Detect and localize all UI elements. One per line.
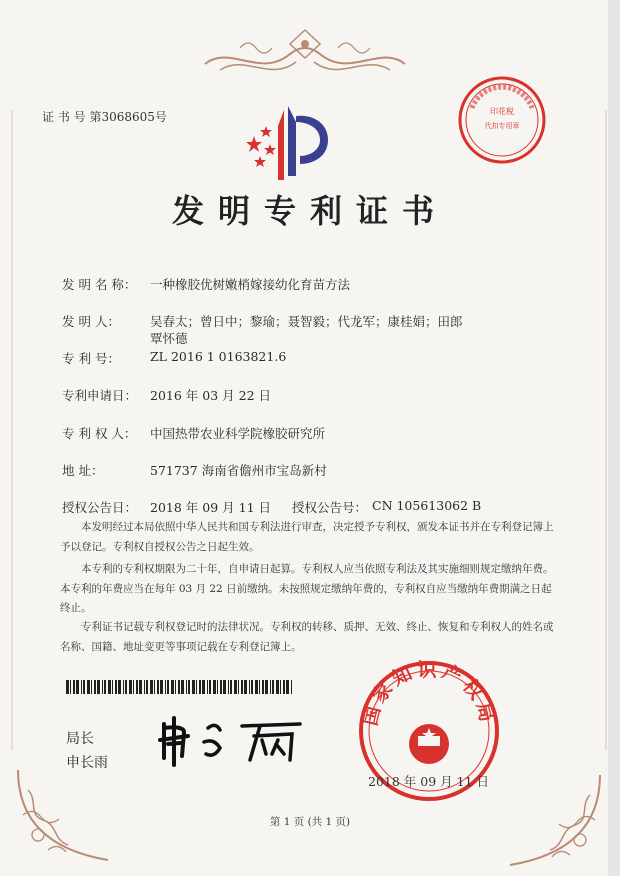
body-paragraph-1: 本发明经过本局依照中华人民共和国专利法进行审查，决定授予专利权，颁发本证书并在专利登记簿上予以登记。专利权自授权公告之日起生效。 (60, 521, 554, 553)
barcode-bar (104, 680, 106, 694)
barcode-bar (234, 680, 237, 694)
barcode-bar (136, 680, 138, 694)
barcode-bar (178, 680, 180, 694)
patent-office-logo-icon (244, 96, 344, 186)
seal-date: 2018 年 09 月 11 日 (368, 774, 489, 789)
svg-text:代扣专用章: 代扣专用章 (484, 122, 520, 130)
barcode-bar (160, 680, 163, 694)
patent-number-label: 专 利 号： (62, 351, 120, 366)
barcode-bar (165, 680, 166, 694)
barcode-bar (171, 680, 174, 694)
barcode-bar (108, 680, 111, 694)
barcode-bar (146, 680, 148, 694)
invention-name-label: 发 明 名 称： (62, 277, 137, 292)
barcode-bar (70, 680, 71, 694)
barcode-bar (186, 680, 187, 694)
body-paragraph-2: 本专利的专利权期限为二十年，自申请日起算。专利权人应当依照专利法及其实施细则规定缴纳年费。本专利的年费应当在每年 03 月 22 日前缴纳。未按照规定缴纳年费的，专利权自应当缴纳年费期满之日起终止。 (60, 563, 554, 614)
barcode-bar (66, 680, 69, 694)
barcode-bar (115, 680, 117, 694)
barcode-bar (157, 680, 159, 694)
barcode-bar (118, 680, 121, 694)
certificate-number: 证 书 号 第3068605号 (42, 110, 167, 124)
barcode-bar (249, 680, 250, 694)
barcode-bar (280, 680, 281, 694)
inventor-label: 发 明 人： (62, 314, 120, 329)
barcode-bar (213, 680, 216, 694)
barcode-bar (167, 680, 169, 694)
inventors-value-line1: 吴春太；曾日中；黎瑜；聂智毅；代龙军；康桂娟；田郎 (150, 314, 463, 329)
barcode-bar (76, 680, 79, 694)
barcode-bar (94, 680, 96, 694)
barcode-bar (272, 680, 274, 694)
barcode-bar (188, 680, 190, 694)
barcode-bar (81, 680, 82, 694)
barcode-bar (196, 680, 197, 694)
barcode-bar (175, 680, 176, 694)
barcode-bar (87, 680, 90, 694)
barcode-bar (255, 680, 258, 694)
grant-date-label: 授权公告日： (62, 500, 138, 515)
barcode-bar (270, 680, 271, 694)
barcode-bar (202, 680, 205, 694)
barcode-bar (207, 680, 208, 694)
barcode-bar (73, 680, 75, 694)
barcode-bar (230, 680, 232, 694)
barcode-bar (150, 680, 153, 694)
barcode (66, 680, 294, 694)
barcode-bar (286, 680, 289, 694)
barcode-bar (125, 680, 127, 694)
barcode-bar (199, 680, 201, 694)
signature-title: 局长 (66, 731, 94, 747)
handwritten-signature (150, 710, 310, 770)
inventors-value-line2: 覃怀德 (150, 331, 188, 346)
patent-holder-label: 专 利 权 人： (62, 426, 137, 441)
barcode-bar (97, 680, 100, 694)
top-ornament (200, 24, 410, 84)
application-date-value: 2016 年 03 月 22 日 (150, 388, 271, 403)
barcode-bar (244, 680, 247, 694)
barcode-bar (241, 680, 243, 694)
signature-name: 申长雨 (66, 755, 108, 771)
address-value: 571737 海南省儋州市宝岛新村 (150, 463, 327, 478)
barcode-bar (291, 680, 292, 694)
barcode-bar (192, 680, 195, 694)
barcode-bar (123, 680, 124, 694)
barcode-bar (223, 680, 226, 694)
barcode-bar (265, 680, 268, 694)
grant-publication-number-label: 授权公告号： (292, 500, 368, 515)
patent-number-value: ZL 2016 1 0163821.6 (150, 349, 287, 364)
barcode-bar (133, 680, 134, 694)
tax-seal-stamp (456, 74, 548, 166)
barcode-bar (209, 680, 211, 694)
barcode-bar (83, 680, 85, 694)
svg-text:国家知识产权局 (359, 658, 499, 728)
barcode-bar (102, 680, 103, 694)
barcode-bar (112, 680, 113, 694)
barcode-bar (91, 680, 92, 694)
patent-holder-value: 中国热带农业科学院橡胶研究所 (150, 426, 326, 441)
barcode-bar (276, 680, 279, 694)
page-number: 第 1 页 (共 1 页) (269, 816, 351, 828)
barcode-bar (283, 680, 285, 694)
barcode-bar (220, 680, 222, 694)
barcode-bar (181, 680, 184, 694)
invention-name-value: 一种橡胶优树嫩梢嫁接幼化育苗方法 (150, 277, 351, 292)
barcode-bar (238, 680, 239, 694)
application-date-label: 专利申请日： (62, 388, 138, 403)
barcode-bar (228, 680, 229, 694)
barcode-bar (129, 680, 132, 694)
barcode-bar (217, 680, 218, 694)
barcode-bar (251, 680, 253, 694)
seal-arc-text: 国家知识产权局 (359, 658, 499, 728)
barcode-bar (262, 680, 264, 694)
svg-text:印花税: 印花税 (490, 107, 514, 116)
barcode-bar (259, 680, 260, 694)
barcode-bar (154, 680, 155, 694)
barcode-bar (139, 680, 142, 694)
certificate-title: 发明专利证书 (171, 192, 448, 230)
address-label: 地 址： (62, 463, 104, 478)
body-paragraph-3: 专利证书记载专利权登记时的法律状况。专利权的转移、质押、无效、终止、恢复和专利权人的姓名或名称、国籍、地址变更等事项记载在专利登记簿上。 (60, 621, 554, 653)
grant-date-value: 2018 年 09 月 11 日 (150, 500, 271, 515)
grant-publication-number-value: CN 105613062 B (372, 498, 482, 513)
barcode-bar (144, 680, 145, 694)
